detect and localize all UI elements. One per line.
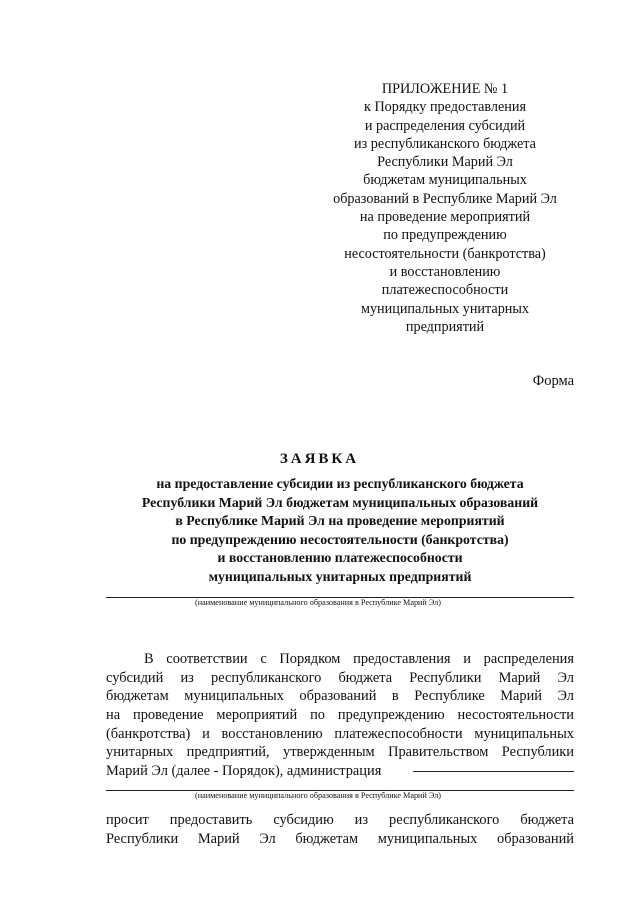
administration-name-caption: (наименование муниципального образования в Республике Марий Эл) — [195, 791, 441, 800]
document-subtitle — [100, 475, 580, 587]
paragraph-line: просит предоставить субсидию из республиканского бюджета — [106, 812, 574, 828]
appendix-line: по предупреждению — [383, 227, 507, 244]
subtitle-line: по предупреждению несостоятельности (банкротства) — [171, 531, 509, 547]
appendix-line: муниципальных унитарных — [360, 300, 530, 317]
appendix-line: образований в Республике Марий Эл — [333, 190, 557, 207]
subtitle-line: на предоставление субсидии из республиканского бюджета — [156, 476, 524, 491]
document-title: ЗАЯВКА — [279, 451, 360, 467]
appendix-line: на проведение мероприятий — [359, 209, 531, 226]
paragraph-line: (банкротства) и восстановлению платежеспособности муниципальных — [106, 725, 574, 742]
subtitle-line: Республики Марий Эл бюджетам муниципальных образований — [141, 494, 539, 510]
appendix-line: к Порядку предоставления — [364, 99, 526, 116]
appendix-line: и восстановлению — [389, 263, 501, 280]
appendix-line: несостоятельности (банкротства) — [344, 245, 546, 262]
subtitle-line: и восстановлению платежеспособности — [217, 550, 463, 566]
paragraph-line: бюджетам муниципальных образований в Республике Марий Эл — [106, 688, 574, 705]
paragraph-line: унитарных предприятий, утвержденным Правительством Республики — [106, 744, 574, 761]
appendix-line: Республики Марий Эл — [377, 154, 513, 171]
paragraph-line: Марий Эл (далее - Порядок), администрация — [106, 763, 382, 780]
paragraph-line: В соответствии с Порядком предоставления и распределения — [144, 651, 574, 667]
paragraph-line: субсидий из республиканского бюджета Республики Марий Эл — [106, 669, 574, 686]
administration-name-field-line — [413, 771, 574, 772]
request-paragraph — [106, 650, 574, 781]
appendix-line: из республиканского бюджета — [354, 135, 536, 152]
paragraph-line: на проведение мероприятий по предупреждению несостоятельности — [106, 707, 574, 724]
appendix-line: и распределения субсидий — [364, 117, 526, 134]
request-paragraph-continued — [106, 811, 574, 848]
appendix-line: ПРИЛОЖЕНИЕ № 1 — [381, 81, 509, 97]
appendix-line: бюджетам муниципальных — [363, 172, 527, 189]
appendix-line: платежеспособности — [381, 282, 509, 299]
municipality-name-caption: (наименование муниципального образования в Республике Марий Эл) — [195, 598, 441, 607]
subtitle-line: в Республике Марий Эл на проведение мероприятий — [175, 513, 505, 529]
paragraph-line: Республики Марий Эл бюджетам муниципальных образований — [106, 830, 574, 847]
subtitle-line: муниципальных унитарных предприятий — [208, 568, 472, 584]
appendix-header — [315, 80, 575, 336]
form-label: Форма — [532, 373, 574, 389]
appendix-line: предприятий — [405, 318, 485, 335]
